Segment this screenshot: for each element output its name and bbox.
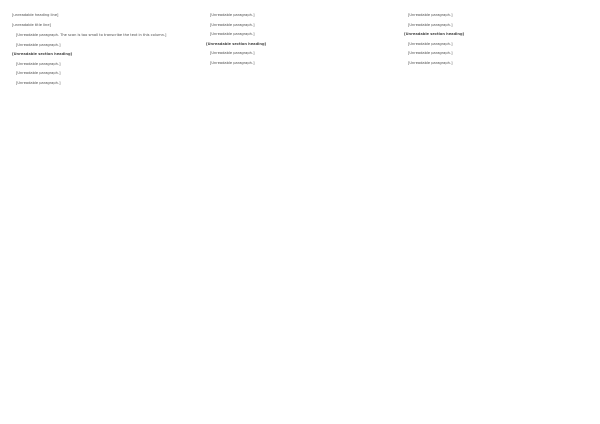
column-middle <box>206 13 386 413</box>
paragraph: [Unreadable paragraph.] <box>408 13 453 17</box>
section-heading: [Unreadable section heading] <box>206 41 267 46</box>
paragraph: [Unreadable paragraph.] <box>210 51 255 55</box>
section-heading: [Unreadable section heading] <box>404 32 465 36</box>
paragraph: [Unreadable paragraph.] <box>16 61 61 66</box>
paragraph: [Unreadable paragraph.] <box>16 71 61 75</box>
paragraph: [Unreadable paragraph. The scan is too small to transcribe the text in this column.] <box>16 33 167 37</box>
column-right-body <box>404 13 584 66</box>
section-heading: [Unreadable section heading] <box>12 52 73 56</box>
column-right <box>404 13 584 413</box>
paragraph: [Unreadable paragraph.] <box>16 80 61 85</box>
paragraph: [Unreadable paragraph.] <box>408 22 453 27</box>
column-left <box>12 13 188 413</box>
paragraph: [Unreadable paragraph.] <box>210 13 255 17</box>
paragraph: [Unreadable paragraph.] <box>210 60 255 65</box>
paragraph: [Unreadable paragraph.] <box>16 42 61 47</box>
column-middle-body <box>206 13 386 66</box>
paragraph: [Unreadable paragraph.] <box>408 51 453 55</box>
scripture-reference: [unreadable heading line] <box>12 13 59 17</box>
paragraph: [Unreadable paragraph.] <box>408 41 453 46</box>
column-left-body <box>12 33 188 86</box>
paragraph: [Unreadable paragraph.] <box>408 60 453 65</box>
sermon-title: [unreadable title line] <box>12 23 51 27</box>
paragraph: [Unreadable paragraph.] <box>210 22 255 27</box>
paragraph: [Unreadable paragraph.] <box>210 32 255 36</box>
